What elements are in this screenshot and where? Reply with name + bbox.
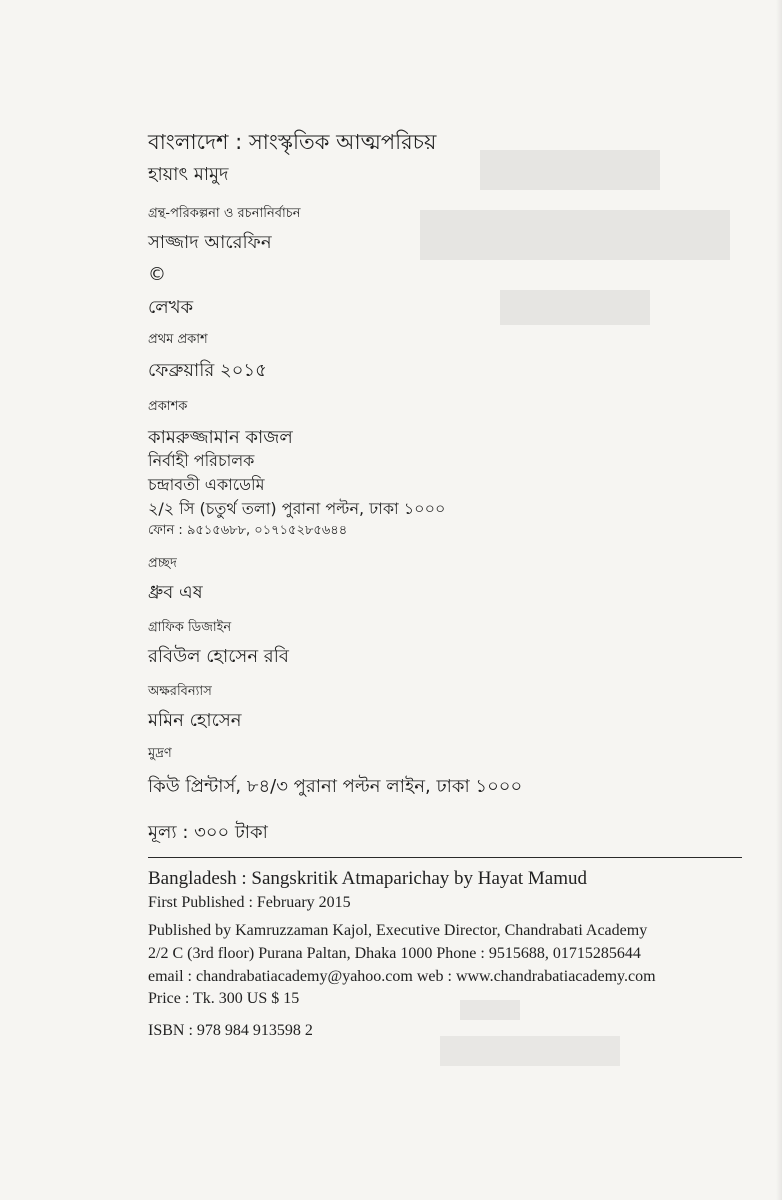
english-first-published: First Published : February 2015 <box>148 894 351 911</box>
english-title: Bangladesh : Sangskritik Atmaparichay by Hayat Mamud <box>148 868 588 889</box>
publisher-org: চন্দ্রাবতী একাডেমি <box>148 475 265 494</box>
graphic-design-label: গ্রাফিক ডিজাইন <box>148 620 232 635</box>
isbn: ISBN : 978 984 913598 2 <box>148 1022 313 1039</box>
typesetting-label: অক্ষরবিন্যাস <box>148 684 212 699</box>
copyright-symbol: © <box>148 264 166 285</box>
first-edition-date: ফেব্রুয়ারি ২০১৫ <box>148 360 267 381</box>
price-bangla: মূল্য : ৩০০ টাকা <box>148 822 268 843</box>
publisher-address: ২/২ সি (চতুর্থ তলা) পুরানা পল্টন, ঢাকা ১০০০ <box>148 499 446 518</box>
cover-label: প্রচ্ছদ <box>148 556 177 571</box>
planning-name: সাজ্জাদ আরেফিন <box>148 232 272 253</box>
divider-rule <box>148 857 742 858</box>
planning-label: গ্রন্থ-পরিকল্পনা ও রচনানির্বাচন <box>148 206 301 221</box>
book-title: বাংলাদেশ : সাংস্কৃতিক আত্মপরিচয় <box>148 130 437 154</box>
publisher-name: কামরুজ্জামান কাজল <box>148 427 293 448</box>
bleed-through-shadow <box>420 150 740 390</box>
typesetter: মমিন হোসেন <box>148 710 242 731</box>
bleed-through-shadow-lower <box>440 1000 640 1070</box>
page-edge-shadow <box>776 0 782 1200</box>
cover-designer: ধ্রুব এষ <box>148 582 203 603</box>
author-name: হায়াৎ মামুদ <box>148 164 229 185</box>
graphic-designer: রবিউল হোসেন রবি <box>148 646 289 667</box>
publisher-label: প্রকাশক <box>148 399 188 414</box>
first-edition-label: প্রথম প্রকাশ <box>148 332 208 347</box>
printer: কিউ প্রিন্টার্স, ৮৪/৩ পুরানা পল্টন লাইন, ঢাকা ১০০০ <box>148 776 523 797</box>
printing-label: মুদ্রণ <box>148 746 172 761</box>
copyright-holder: লেখক <box>148 297 194 318</box>
publisher-phone: ফোন : ৯৫১৫৬৮৮, ০১৭১৫২৮৫৬৪৪ <box>148 523 348 538</box>
english-email-web: email : chandrabatiacademy@yahoo.com web : www.chandrabatiacademy.com <box>148 968 656 985</box>
english-published-by: Published by Kamruzzaman Kajol, Executive Director, Chandrabati Academy <box>148 922 648 939</box>
publisher-role: নির্বাহী পরিচালক <box>148 451 255 470</box>
english-address-phone: 2/2 C (3rd floor) Purana Paltan, Dhaka 1000 Phone : 9515688, 01715285644 <box>148 945 641 962</box>
english-price: Price : Tk. 300 US $ 15 <box>148 990 300 1007</box>
